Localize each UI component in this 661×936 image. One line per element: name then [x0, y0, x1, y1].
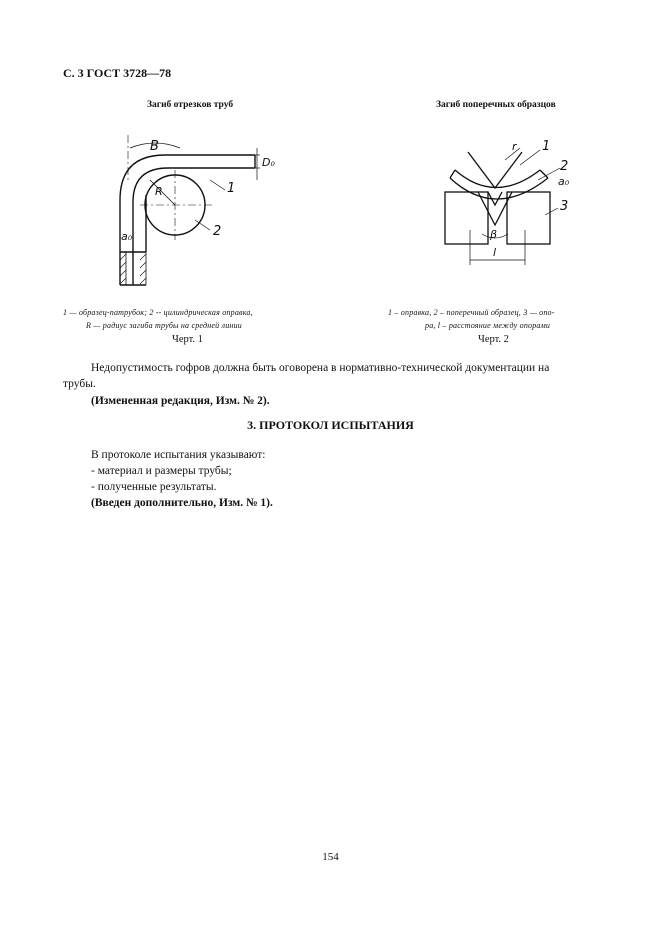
fig2-label-l: l: [493, 246, 497, 259]
paragraph-corrugation: [63, 360, 603, 392]
fig2-label-2: 2: [560, 159, 569, 174]
figure1-legend: [63, 306, 253, 332]
list-item: - материал и размеры трубы;: [91, 465, 232, 477]
fig2-label-1: 1: [542, 139, 551, 154]
fig2-label-beta: β: [490, 228, 498, 241]
page-number: 154: [322, 851, 339, 863]
fig1-label-B: B: [150, 139, 159, 154]
figure2-caption: Черт. 2: [478, 334, 509, 345]
paragraph-line2: трубы.: [63, 378, 96, 390]
section-title: 3. ПРОТОКОЛ ИСПЫТАНИЯ: [247, 418, 414, 432]
figure1-drawing: [100, 120, 280, 295]
figure2-drawing: [430, 130, 580, 270]
fig1-label-R: R: [155, 185, 163, 198]
paragraph-line1: Недопустимость гофров должна быть оговорена в нормативно-технической документации на: [91, 362, 550, 374]
list-item: - полученные результаты.: [91, 481, 217, 493]
fig2-label-r: r: [512, 140, 517, 153]
figure1-legend-line2: R — радиус загиба трубы на средней линии: [86, 321, 242, 330]
amendment-note-2: (Введен дополнительно, Изм. № 1).: [91, 497, 273, 509]
fig1-label-1: 1: [227, 181, 236, 196]
fig1-label-D0: D₀: [262, 156, 275, 169]
list-intro: В протоколе испытания указывают:: [91, 449, 266, 461]
fig1-label-2: 2: [213, 224, 222, 239]
figure2-legend-line1: 1 – оправка, 2 – поперечный образец, 3 — опо-: [388, 308, 555, 317]
page-header: С. 3 ГОСТ 3728—78: [63, 66, 172, 80]
figure1-caption: Черт. 1: [172, 334, 203, 345]
fig2-label-a0: a₀: [558, 175, 570, 188]
figure2-legend-line2: ра, l – расстояние между опорами: [425, 321, 551, 330]
fig2-label-3: 3: [560, 199, 569, 214]
figure1-title: Загиб отрезков труб: [147, 100, 234, 110]
fig1-label-a0: a₀: [121, 230, 133, 243]
figure1-legend-line1: 1 — образец-патрубок; 2 -- цилиндрическая оправка,: [63, 308, 253, 317]
amendment-note-1: (Измененная редакция, Изм. № 2).: [91, 395, 270, 407]
figure2-legend: [388, 306, 555, 332]
figure2-title: Загиб поперечных образцов: [436, 100, 556, 110]
